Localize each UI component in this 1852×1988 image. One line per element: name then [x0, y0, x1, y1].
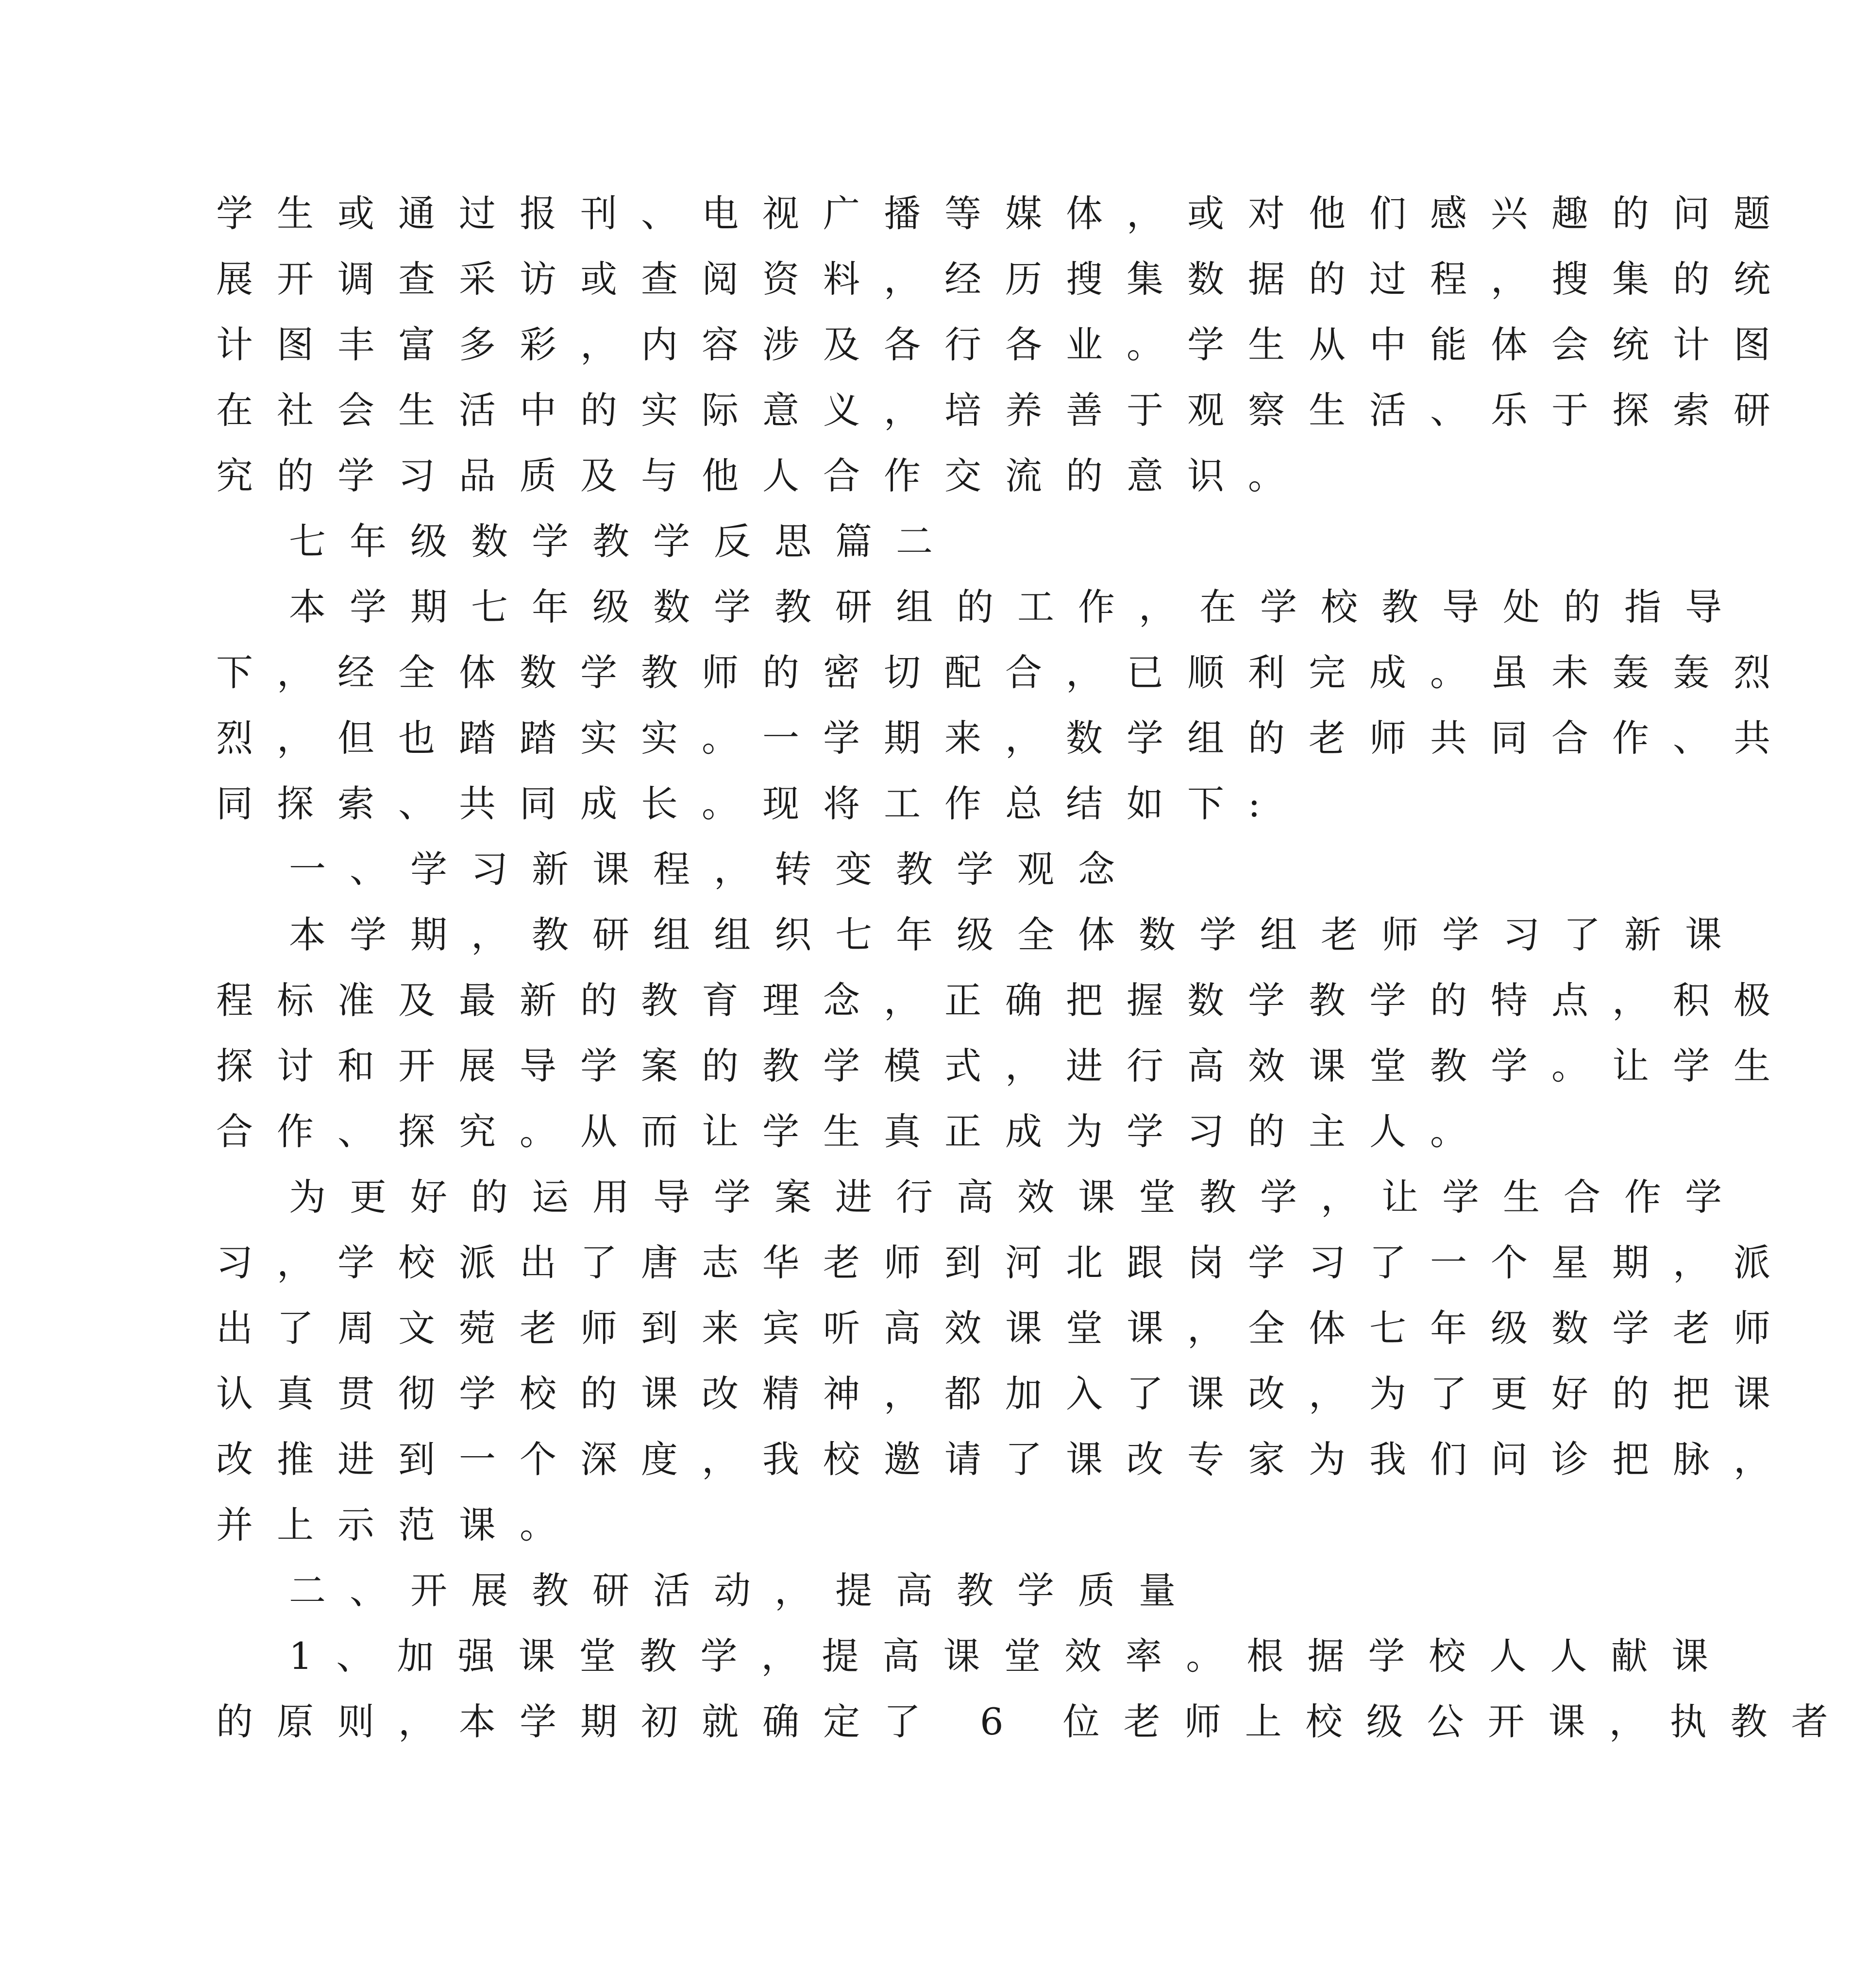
text-line: 同探索、共同成长。现将工作总结如下:: [216, 782, 1284, 825]
text-line: 程标准及最新的教育理念，正确把握数学教学的特点，积极: [216, 979, 1794, 1022]
document-body: [216, 181, 1852, 1754]
text-line: 出了周文菀老师到来宾听高效课堂课，全体七年级数学老师: [216, 1307, 1794, 1350]
section-heading: 一、学习新课程，转变教学观念: [289, 848, 1139, 891]
text-line: 为更好的运用导学案进行高效课堂教学，让学生合作学: [289, 1175, 1746, 1219]
text-line: 并上示范课。: [216, 1503, 580, 1546]
text-line: 展开调查采访或查阅资料，经历搜集数据的过程，搜集的统: [216, 257, 1794, 301]
text-line: 下，经全体数学教师的密切配合，已顺利完成。虽未轰轰烈: [216, 651, 1794, 694]
text-line: 计图丰富多彩，内容涉及各行各业。学生从中能体会统计图: [216, 323, 1794, 366]
text-line: 烈，但也踏踏实实。一学期来，数学组的老师共同合作、共: [216, 716, 1794, 760]
text-line: 的原则，本学期初就确定了 6 位老师上校级公开课，执教者: [216, 1700, 1852, 1743]
text-line: 习，学校派出了唐志华老师到河北跟岗学习了一个星期，派: [216, 1241, 1794, 1284]
text-line: 合作、探究。从而让学生真正成为学习的主人。: [216, 1110, 1491, 1153]
text-line: 学生或通过报刊、电视广播等媒体，或对他们感兴趣的问题: [216, 192, 1794, 235]
text-line: 认真贯彻学校的课改精神，都加入了课改，为了更好的把课: [216, 1372, 1794, 1415]
text-line: 1、加强课堂教学，提高课堂效率。根据学校人人献课: [289, 1634, 1733, 1678]
text-line: 在社会生活中的实际意义，培养善于观察生活、乐于探索研: [216, 389, 1794, 432]
text-line: 本学期七年级数学教研组的工作，在学校教导处的指导: [289, 585, 1746, 629]
text-line: 本学期，教研组组织七年级全体数学组老师学习了新课: [289, 913, 1746, 956]
section-heading: 二、开展教研活动，提高教学质量: [289, 1569, 1199, 1612]
section-title: 七年级数学教学反思篇二: [289, 520, 957, 563]
text-line: 探讨和开展导学案的教学模式，进行高效课堂教学。让学生: [216, 1044, 1794, 1087]
text-line: 改推进到一个深度，我校邀请了课改专家为我们问诊把脉，: [216, 1438, 1794, 1481]
text-line: 究的学习品质及与他人合作交流的意识。: [216, 454, 1309, 497]
